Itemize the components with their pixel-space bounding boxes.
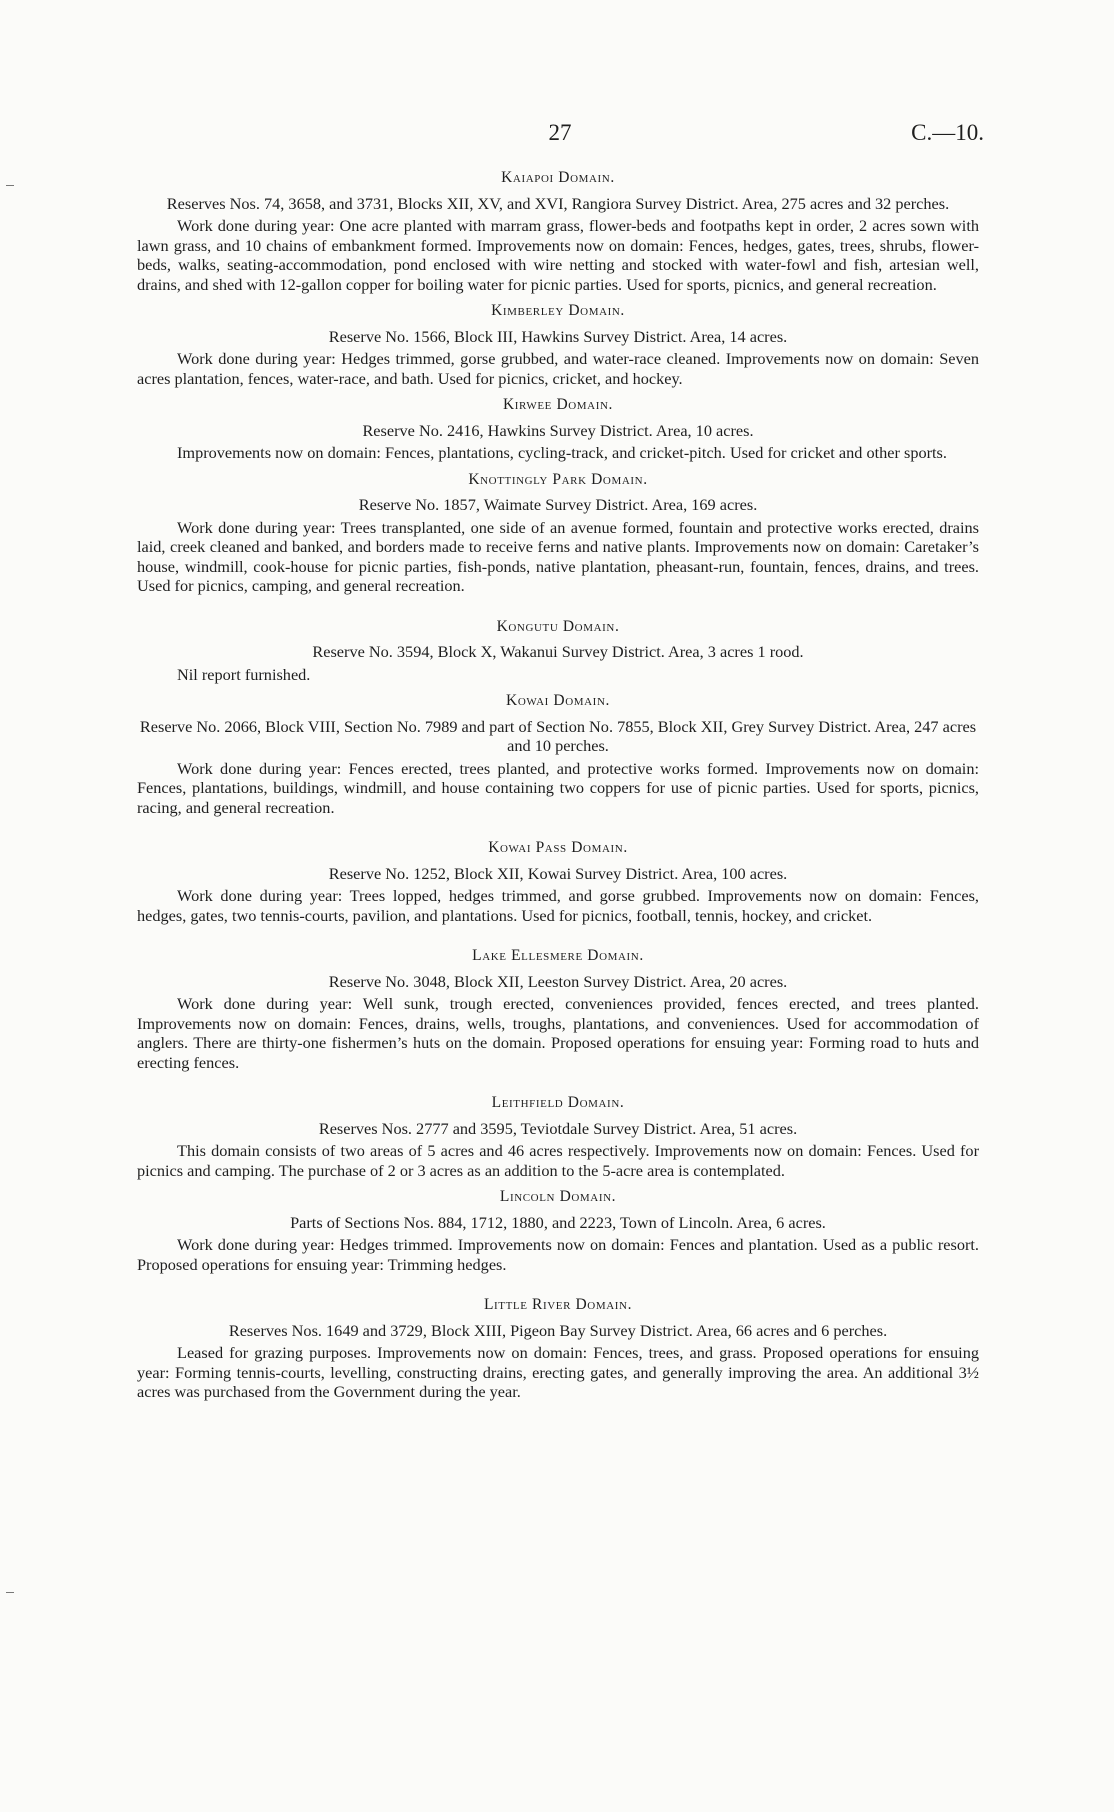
section-body: Work done during year: Fences erected, trees planted, and protective works formed. Improvements now on domain: Fences, plantations, buildings, windmill, and house containing two coppers for use of picnic parties. Used for sports, picnics, racing, and general recreation. [137, 758, 979, 817]
section-body: Work done during year: Trees lopped, hedges trimmed, and gorse grubbed. Improvements now on domain: Fences, hedges, gates, two tennis-courts, pavilion, and plantations. Used for picnics, football, tennis, hockey, and cricket. [137, 886, 979, 925]
reserve-line: Reserves Nos. 1649 and 3729, Block XIII, Pigeon Bay Survey District. Area, 66 acres and 6 perches. [228, 1320, 888, 1340]
spacer [137, 603, 979, 617]
section-kaiapoi [137, 168, 979, 294]
section-body: Work done during year: Hedges trimmed, gorse grubbed, and water-race cleaned. Improvements now on domain: Seven acres plantation, fences, water-race, and bath. Used for picnics, cricket, and hockey. [137, 349, 979, 388]
section-lincoln [137, 1187, 979, 1274]
reserve-line: Reserve No. 3594, Block X, Wakanui Survey District. Area, 3 acres 1 rood. [312, 642, 804, 661]
section-title: Kaiapoi Domain. [501, 169, 615, 186]
section-title: Kowai Domain. [506, 692, 610, 709]
reserve-line: Reserves Nos. 2777 and 3595, Teviotdale Survey District. Area, 51 acres. [318, 1118, 798, 1138]
spacer [137, 1079, 979, 1093]
reserve-line: Reserves Nos. 74, 3658, and 3731, Blocks XII, XV, and XVI, Rangiora Survey District. Area, 275 acres and 32 perches. [166, 193, 950, 213]
section-body: Nil report furnished. [177, 664, 311, 684]
section-body: Leased for grazing purposes. Improvements now on domain: Fences, trees, and grass. Proposed operations for ensuing year: Forming tennis-courts, levelling, constructing drains, erecting gates, and generally improving the area. An additional 3½ acres was purchased from the Government during the year. [137, 1343, 979, 1401]
section-body: Work done during year: Well sunk, trough erected, conveniences provided, fences erected, and trees planted. Improvements now on domain: Fences, drains, wells, troughs, plantations, and conveniences. Used for accommodation of anglers. There are thirty-one fishermen’s huts on the domain. Proposed operations for ensuing year: Forming road to huts and erecting fences. [137, 994, 979, 1072]
spacer [137, 1281, 979, 1295]
section-little-river [137, 1295, 979, 1402]
section-body: Work done during year: Trees transplanted, one side of an avenue formed, fountain and protective works erected, drains laid, creek cleaned and banked, and borders made to receive ferns and native plants. Improvements now on domain: Caretaker’s house, windmill, cook-house for picnic parties, fish-ponds, native plantation, pheasant-run, fountain, fences, drains, and trees. Used for picnics, camping, and general recreation. [137, 517, 979, 595]
spacer [137, 932, 979, 946]
section-title: Knottingly Park Domain. [468, 470, 648, 488]
section-leithfield [137, 1093, 979, 1180]
margin-mark [6, 185, 14, 186]
reserve-line: Reserve No. 3048, Block XII, Leeston Survey District. Area, 20 acres. [328, 971, 788, 991]
section-title: Kimberley Domain. [491, 302, 625, 319]
section-lake-ellesmere [137, 946, 979, 1072]
reserve-line: Reserve No. 2416, Hawkins Survey District. Area, 10 acres. [362, 420, 754, 440]
section-title: Kongutu Domain. [496, 617, 620, 635]
section-title: Lincoln Domain. [499, 1188, 617, 1205]
section-title: Little River Domain. [483, 1296, 633, 1313]
section-body: Improvements now on domain: Fences, plantations, cycling-track, and cricket-pitch. Used for cricket and other sports. [177, 443, 947, 462]
section-title: Lake Ellesmere Domain. [472, 947, 644, 964]
section-body: Work done during year: Hedges trimmed. Improvements now on domain: Fences and plantation. Used as a public resort. Proposed operations for ensuing year: Trimming hedges. [137, 1235, 979, 1274]
section-body: Work done during year: One acre planted with marram grass, flower-beds and footpaths kept in order, 2 acres sown with lawn grass, and 10 chains of embankment formed. Improvements now on domain: Fences, hedges, gates, trees, shrubs, flower-beds, walks, seating-accommodation, pond enclosed with wire netting and stocked with water-fowl and fish, artesian well, drains, and shed with 12-gallon copper for boiling water for picnic parties. Used for sports, picnics, and general recreation. [137, 216, 979, 294]
document-code: C.—10. [911, 120, 984, 145]
section-kongutu [137, 617, 979, 685]
section-kirwee [137, 395, 979, 463]
section-kowai [137, 691, 979, 817]
section-title: Leithfield Domain. [491, 1094, 625, 1111]
section-knottingly-park [137, 470, 979, 596]
margin-mark [6, 1592, 14, 1593]
page-number: 27 [548, 120, 572, 145]
reserve-line: Parts of Sections Nos. 884, 1712, 1880, and 2223, Town of Lincoln. Area, 6 acres. [290, 1212, 826, 1232]
section-body: This domain consists of two areas of 5 acres and 46 acres respectively. Improvements now on domain: Fences. Used for picnics and camping. The purchase of 2 or 3 acres as an addition to the 5-acre area is contemplated. [137, 1141, 979, 1180]
section-kowai-pass [137, 838, 979, 925]
section-kimberley [137, 301, 979, 388]
reserve-line: Reserve No. 1252, Block XII, Kowai Survey District. Area, 100 acres. [328, 863, 788, 883]
document-body [137, 168, 979, 1409]
spacer [137, 824, 979, 838]
reserve-line: Reserve No. 2066, Block VIII, Section No. 7989 and part of Section No. 7855, Block XII, Grey Survey District. Area, 247 acres and 10 perches. [139, 716, 977, 755]
section-title: Kirwee Domain. [502, 396, 614, 413]
reserve-line: Reserve No. 1857, Waimate Survey District. Area, 169 acres. [358, 495, 758, 514]
section-title: Kowai Pass Domain. [488, 839, 628, 856]
reserve-line: Reserve No. 1566, Block III, Hawkins Survey District. Area, 14 acres. [328, 326, 788, 346]
